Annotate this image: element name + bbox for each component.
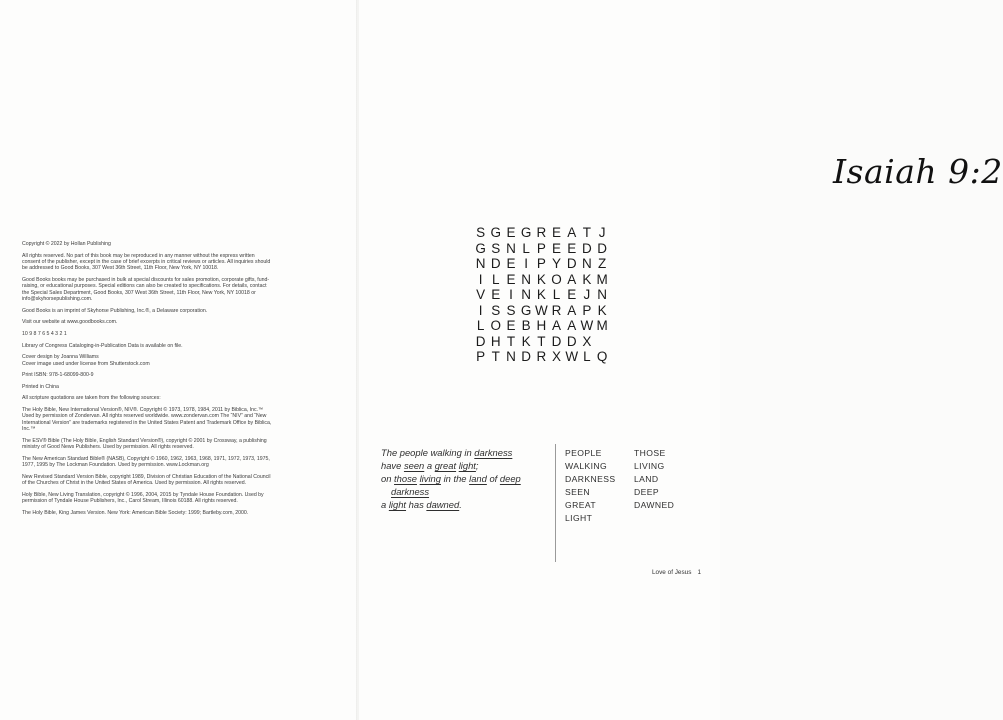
copyright-paragraph: Copyright © 2022 by Hollan Publishing [22,241,111,247]
word-list-item: DARKNESS [565,474,616,484]
grid-letter: S [491,240,501,256]
grid-letter: S [506,302,516,318]
grid-letter: S [476,225,486,240]
grid-letter: L [552,287,561,302]
grid-letter: W [565,349,579,364]
verse-text: of [486,473,500,484]
scripture-verse [381,446,541,511]
verse-keyword: darkness [474,447,513,458]
copyright-paragraph: Cover design by Joanna Williams Cover image used under license from Shutterstock.com [22,354,150,367]
grid-letter: K [536,287,546,302]
footer-label: Love of Jesus [652,569,692,576]
grid-letter: S [491,302,501,318]
word-list-column-2 [634,447,674,512]
grid-letter: E [552,240,562,256]
copyright-paragraph: The Holy Bible, New International Version®, NIV®. Copyright © 1973, 1978, 1984, 2011 by Biblica, Inc.™ Used by permission of Zondervan. All rights reserved worldwide. www.zondervan.com The “NIV” and “New International Version” are trademarks registered in the United States Patent and Trademark Office by Biblica, Inc.™ [22,406,272,433]
grid-letter: D [475,333,486,349]
grid-letter: E [506,318,516,333]
word-list-item: GREAT [565,500,596,510]
verse-keyword: darkness [391,486,430,497]
grid-letter: X [582,333,592,349]
verse-text: a [424,460,435,471]
grid-letter: N [521,271,532,287]
verse-keyword: great [434,460,457,471]
verse-keyword: those [394,473,417,484]
grid-letter: P [536,256,546,271]
copyright-paragraph: The ESV® Bible (The Holy Bible, English Standard Version®), copyright © 2001 by Crossway, a publishing ministry of Good News Publishers. Used by permission. All rights reserved. [22,437,267,451]
word-list-item: LIVING [634,461,665,471]
copyright-paragraph: Printed in China [22,383,59,390]
grid-letter: A [567,271,577,287]
word-list-item: LIGHT [565,513,593,523]
grid-letter: I [478,271,483,287]
verse-text: . [459,499,462,510]
grid-letter: H [490,333,501,349]
page-number: 1 [697,569,701,576]
copyright-text [22,241,272,521]
word-list-item: THOSE [634,448,666,458]
grid-letter: I [509,287,513,302]
grid-letter: E [506,225,516,240]
grid-letter: L [583,349,591,364]
copyright-paragraph: The Holy Bible, King James Version. New York: American Bible Society: 1999; Bartleby.com, 2000. [22,509,249,516]
copyright-paragraph: 10 9 8 7 6 5 4 3 2 1 [22,331,67,337]
word-list-item: LAND [634,474,659,484]
verse-line-2 [381,459,541,472]
grid-letter: H [536,318,547,333]
grid-letter: A [567,302,577,318]
grid-letter: K [582,271,592,287]
grid-letter: X [552,349,562,364]
word-list-item: DEEP [634,487,660,497]
copyright-paragraph: New Revised Standard Version Bible, copyright 1989, Division of Christian Education of the National Council of the Churches of Christ in the United States of America. Used by permission. All rights reserved. [22,473,271,487]
verse-line-4 [381,485,541,498]
word-list-item: SEEN [565,487,591,497]
copyright-paragraph: Print ISBN: 978-1-68099-800-9 [22,372,94,379]
copyright-paragraph: All rights reserved. No part of this book may be reproduced in any manner without the express written consent of the publisher, except in the case of brief excerpts in critical reviews or articles. All inquiries should be addressed to Good Books, 307 West 36th Street, 11th Floor, New York, NY 10018. [22,252,271,272]
verse-line-1 [381,446,541,459]
word-list-item: WALKING [565,461,608,471]
grid-letter: G [520,225,532,240]
grid-letter: T [491,349,500,364]
grid-letter: L [476,318,485,333]
grid-letter: D [597,240,607,256]
grid-letter: N [597,287,607,302]
grid-letter: P [536,240,546,256]
grid-letter: G [475,240,486,256]
grid-letter: L [522,240,530,256]
grid-letter: I [524,256,529,271]
grid-letter: E [491,287,501,302]
word-list-item: PEOPLE [565,448,602,458]
grid-letter: J [583,287,591,302]
copyright-paragraph: Good Books books may be purchased in bulk at special discounts for sales promotion, corporate gifts, fund-raising, or educational purposes. Special editions can also be created to specifications. For details, contact the Special Sales Department, Good Books, 307 West 36th Street, 11th Floor, New York, NY 10018 or info@skyhorsepublishing.com. [22,277,270,303]
word-search-grid [473,225,610,365]
grid-letter: I [478,302,483,318]
grid-letter: K [536,271,546,287]
copyright-paragraph: Visit our website at www.goodbooks.com. [22,319,118,326]
grid-letter: M [596,271,608,287]
grid-letter: G [520,302,532,318]
grid-letter: L [492,271,500,287]
word-list-item: DAWNED [634,500,675,510]
verse-keyword: land [469,473,487,484]
grid-letter: G [490,225,502,240]
grid-letter: N [521,287,532,302]
word-list-column-1 [565,447,615,525]
grid-letter: T [506,333,516,349]
grid-letter: D [566,333,577,349]
grid-letter: P [476,349,486,364]
copyright-paragraph: The New American Standard Bible® (NASB), Copyright © 1960, 1962, 1963, 1968, 1971, 1972, 1973, 1975, 1977, 1995 by The Lockman Foundation. Used by permission. www.Lockman.org [22,455,270,469]
grid-letter: T [537,333,546,349]
grid-letter: K [521,333,531,349]
verse-text: The people walking in [381,447,475,458]
grid-letter: A [567,225,577,240]
grid-letter: Q [596,349,608,364]
grid-letter: N [475,256,486,271]
grid-letter: D [490,256,501,271]
verse-line-3 [381,472,541,485]
verse-keyword: light [388,499,407,510]
grid-letter: D [521,349,532,364]
grid-letter: J [598,225,606,240]
verse-text: a [381,499,389,510]
verse-text: have [381,460,404,471]
grid-letter: D [566,256,577,271]
grid-letter: R [536,225,547,240]
grid-letter: P [582,302,592,318]
copyright-page [0,0,357,720]
verse-keyword: light [458,460,476,471]
copyright-paragraph: Library of Congress Cataloging-in-Publication Data is available on file. [22,342,183,349]
verse-keyword: living [419,473,441,484]
grid-letter: R [551,302,562,318]
grid-letter: D [582,240,592,256]
vertical-divider [555,444,556,562]
grid-letter: N [506,349,516,364]
verse-text: in the [440,473,470,484]
grid-letter: E [506,256,516,271]
verse-text: ; [475,460,479,471]
page-footer [652,569,701,576]
grid-letter: E [567,287,577,302]
grid-letter: E [567,240,577,256]
grid-letter: N [582,256,592,271]
grid-letter: T [582,225,592,240]
grid-letter: K [597,302,607,318]
copyright-paragraph: Good Books is an imprint of Skyhorse Publishing, Inc.®, a Delaware corporation. [22,307,208,314]
grid-letter: N [506,240,516,256]
grid-letter: W [534,302,548,318]
grid-letter: M [596,318,608,333]
grid-letter: W [580,318,594,333]
verse-keyword: deep [499,473,521,484]
verse-text: on [381,473,395,484]
grid-letter: O [490,318,502,333]
copyright-paragraph: All scripture quotations are taken from the following sources: [22,395,161,402]
grid-letter: A [552,318,562,333]
verse-line-5 [381,498,541,511]
verse-keyword: dawned [426,499,460,510]
grid-letter: B [521,318,531,333]
page-title: Isaiah 9:2 [833,152,1003,191]
grid-letter: V [476,287,486,302]
grid-letter: E [506,271,516,287]
verse-text: has [406,499,427,510]
grid-letter: O [551,271,562,287]
grid-letter [595,334,610,350]
grid-letter: Z [597,256,607,271]
grid-letter: D [551,333,562,349]
verse-keyword: seen [403,460,425,471]
grid-letter: R [536,349,547,364]
grid-letter: Y [552,256,562,271]
grid-letter: A [567,318,577,333]
copyright-paragraph: Holy Bible, New Living Translation, copyright © 1996, 2004, 2015 by Tyndale House Foundation. Used by permission of Tyndale House Publishers, Inc., Carol Stream, Illinois 60188. All rights reserved. [22,491,264,505]
grid-letter: E [552,225,562,240]
